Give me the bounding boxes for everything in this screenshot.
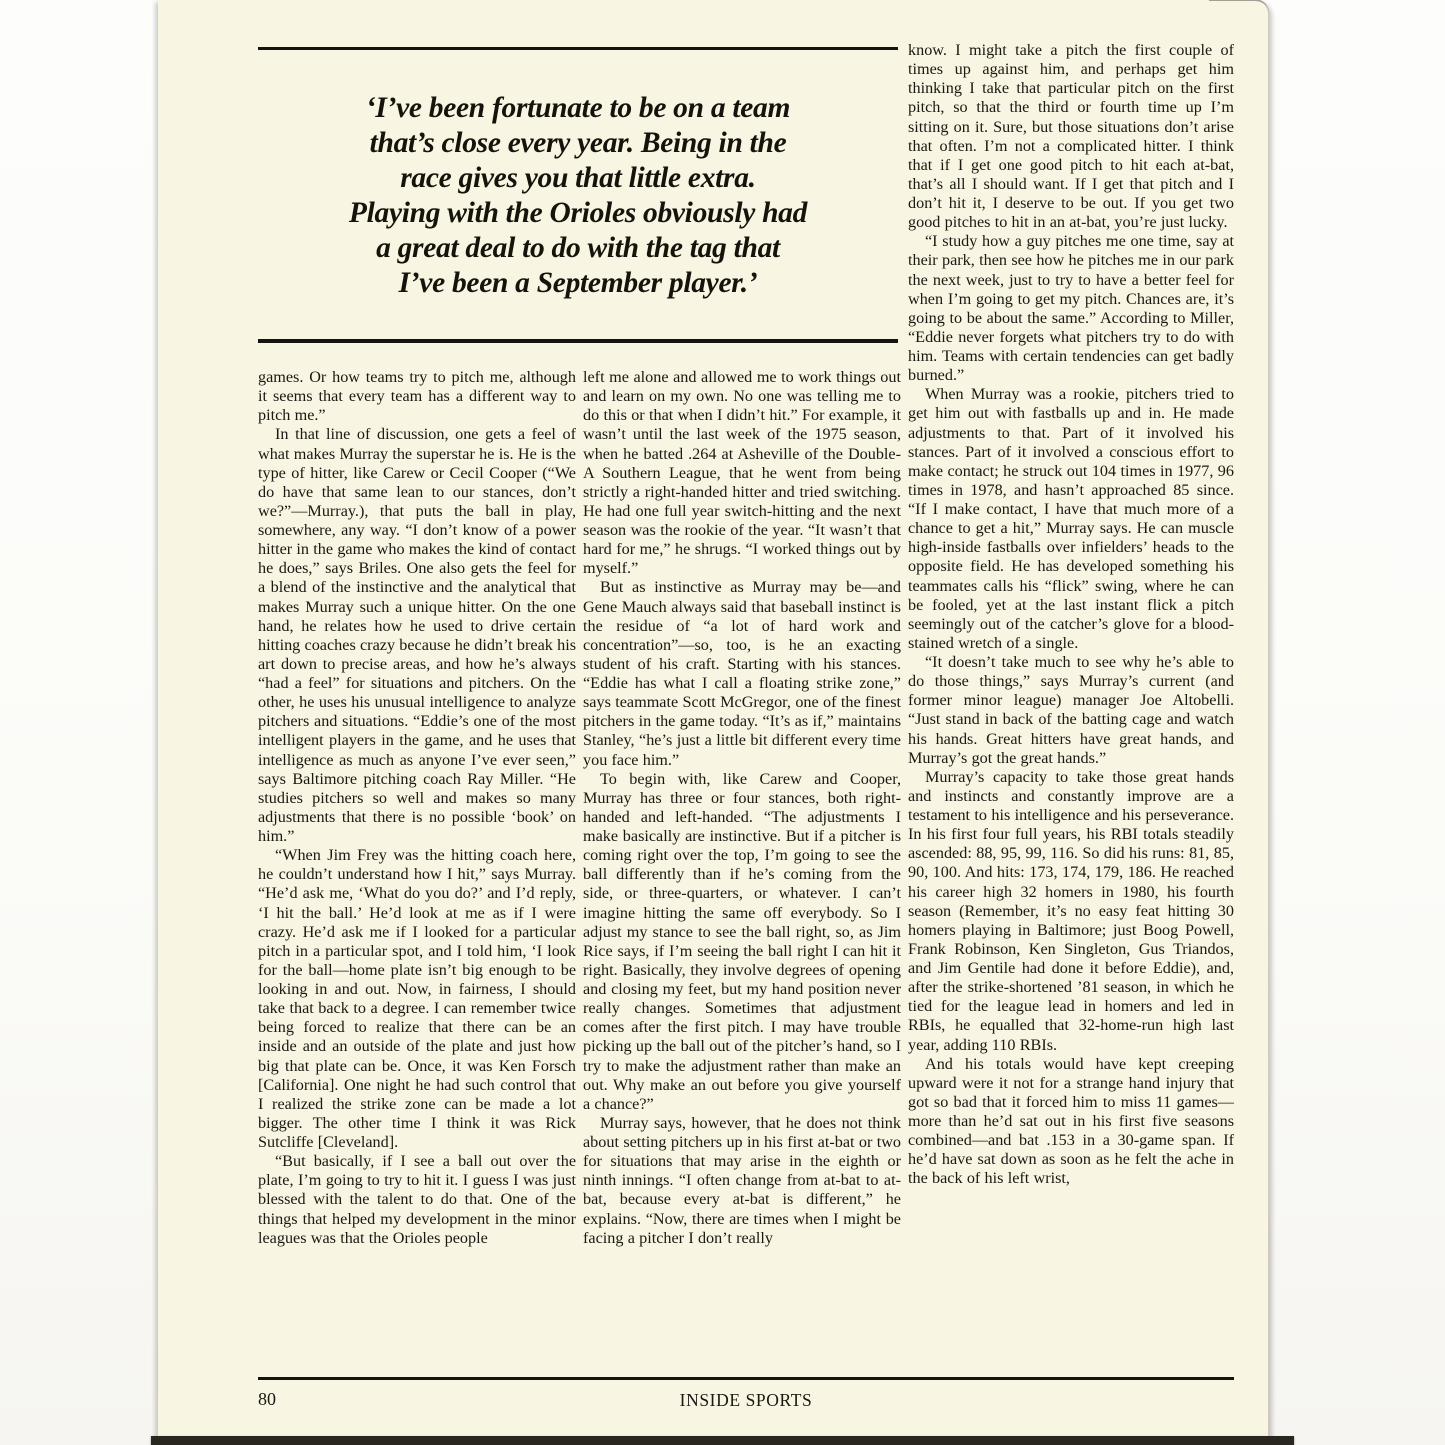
paragraph: left me alone and allowed me to work things out and learn on my own. No one was telling me to do this or that when I didn’t hit.” For example, it wasn’t until the last week of the 1975 season, when he batted .264 at Asheville of the Double-A Southern League, that he went from being strictly a right-handed hitter and tried switching. He had one full year switch-hitting and the next season was the rookie of the year. “It wasn’t that hard for me,” he shrugs. “I worked things out by myself.” bbox=[583, 368, 901, 578]
page-corner-shadow bbox=[1209, 0, 1269, 15]
paragraph: “But basically, if I see a ball out over the plate, I’m going to try to hit it. I guess I was just blessed with the talent to do that. One of the things that helped my development in the minor leagues was that the Orioles people bbox=[258, 1152, 576, 1247]
article-column-middle bbox=[583, 368, 901, 1364]
paragraph: But as instinctive as Murray may be—and Gene Mauch always said that baseball instinct is the residue of “a lot of hard work and concentration”—so, too, is he an exacting student of his craft. Starting with his stances. “Eddie has what I call a floating strike zone,” says teammate Scott McGregor, one of the finest pitchers in the game today. “It’s as if,” maintains Stanley, “he’s just a little bit different every time you face him.” bbox=[583, 578, 901, 769]
paragraph: “When Jim Frey was the hitting coach here, he couldn’t understand how I hit,” says Murray. “He’d ask me, ‘What do you do?’ and I’d reply, ‘I hit the ball.’ He’d look at me as if I were crazy. He’d ask me if I looked for a particular pitch in a particular spot, and I told him, ‘I look for the ball—home plate isn’t big enough to be looking in and out. Now, in fairness, I should take that back to a degree. I can remember twice being forced to realize that there can be an inside and an outside of the plate and just how big that plate can be. Once, it was Ken Forsch [California]. One night he had such control that I realized the strike zone can be made a lot bigger. The other time I think it was Rick Sutcliffe [Cleveland]. bbox=[258, 846, 576, 1151]
paragraph: And his totals would have kept creeping upward were it not for a strange hand injury that got so bad that it forced him to miss 11 games—more than he’d sat out in his first five seasons combined—and bat .153 in a 30-game span. If he’d have sat down as soon as he felt the ache in the back of his left wrist, bbox=[908, 1054, 1234, 1188]
pull-quote-line: a great deal to do with the tag that bbox=[376, 232, 780, 264]
pull-quote bbox=[258, 47, 898, 343]
paragraph: To begin with, like Carew and Cooper, Murray has three or four stances, both right-handed and left-handed. “The adjustments I make basically are instinctive. But if a pitcher is coming right over the top, I’m going to see the ball differently than if he’s coming from the side, or three-quarters, or whatever. I can’t imagine hitting the same off everybody. So I adjust my stance to see the ball right, so, as Jim Rice says, if I’m seeing the ball right I can hit it right. Basically, they involve degrees of opening and closing my feet, but my hand position never really changes. Sometimes that adjustment comes after the first pitch. I may have trouble picking up the ball out of the pitcher’s hand, so I try to make the adjustment rather than make an out. Why make an out before you give yourself a chance?” bbox=[583, 769, 901, 1113]
paragraph: In that line of discussion, one gets a feel of what makes Murray the superstar he is. He is the type of hitter, like Carew or Cecil Cooper (“We do have that same lean to our stances, don’t we?”—Murray.), that puts the ball in play, somewhere, any way. “I don’t know of a power hitter in the game who makes the kind of contact he does,” says Briles. One also gets the feel for a blend of the instinctive and the analytical that makes Murray such a unique hitter. On the one hand, he relates how he used to drive certain hitting coaches crazy because he didn’t break his art down to precise areas, and how he’s always “had a feel” for situations and pitchers. On the other, he uses his unusual intelligence to analyze pitchers and situations. “Eddie’s one of the most intelligent players in the game, and he uses that intelligence as much as anyone I’ve ever seen,” says Baltimore pitching coach Ray Miller. “He studies pitchers so well and makes so many adjustments that there is no possible ‘book’ on him.” bbox=[258, 425, 576, 845]
page-number: 80 bbox=[258, 1389, 276, 1409]
magazine-name: INSIDE SPORTS bbox=[679, 1390, 813, 1410]
article-column-right bbox=[908, 41, 1234, 1364]
pull-quote-line: Playing with the Orioles obviously had bbox=[348, 197, 808, 229]
magazine-page bbox=[158, 0, 1269, 1438]
paragraph: Murray’s capacity to take those great hands and instincts and constantly improve are a testament to his intelligence and his perseverance. In his first four full years, his RBI totals steadily ascended: 88, 95, 99, 116. So did his runs: 81, 85, 90, 100. And hits: 173, 174, 179, 186. He reached his career high 32 homers in 1980, his fourth season (Remember, it’s no easy feat hitting 30 homers playing in Baltimore; just Boog Powell, Frank Robinson, Ken Singleton, Gus Triandos, and Jim Gentile had done it before Eddie), and, after the strike-shortened ’81 season, in which he tied for the league lead in homers and led in RBIs, he equalled that 32-home-run high last year, adding 110 RBIs. bbox=[908, 767, 1234, 1054]
pull-quote-line: race gives you that little extra. bbox=[400, 162, 756, 194]
page-bottom-edge bbox=[151, 1436, 1294, 1445]
paragraph: “It doesn’t take much to see why he’s able to do those things,” says Murray’s current (and former minor league) manager Joe Altobelli. “Just stand in back of the batting cage and watch his hands. Great hitters have great hands, and Murray’s got the great hands.” bbox=[908, 653, 1234, 767]
article-column-left bbox=[258, 368, 576, 1364]
paragraph: When Murray was a rookie, pitchers tried to get him out with fastballs up and in. He made adjustments to that. Part of it involved his stances. Part of it involved a conscious effort to make contact; he struck out 104 times in 1977, 96 times in 1978, and hasn’t approached 85 since. “If I make contact, I have that much more of a chance to get a hit,” Murray says. He can muscle high-inside fastballs over infielders’ heads to the opposite field. He has developed something his teammates calls his “flick” swing, where he can be fooled, yet at the last instant flick a pitch seemingly out of the catcher’s glove for a blood-stained wretch of a single. bbox=[908, 385, 1234, 652]
paragraph: Murray says, however, that he does not think about setting pitchers up in his first at-bat or two for situations that may arise in the eighth or ninth innings. “I often change from at-bat to at-bat, because every at-bat is different,” he explains. “Now, there are times when I might be facing a pitcher I don’t really bbox=[583, 1113, 901, 1247]
paragraph: games. Or how teams try to pitch me, although it seems that every team has a different way to pitch me.” bbox=[258, 368, 576, 425]
pull-quote-line: that’s close every year. Being in the bbox=[369, 127, 787, 159]
pull-quote-line: ‘I’ve been fortunate to be on a team bbox=[365, 92, 791, 124]
pull-quote-line: I’ve been a September player.’ bbox=[398, 267, 758, 299]
paragraph: “I study how a guy pitches me one time, say at their park, then see how he pitches me in our park the next week, just to try to have a better feel for when I’m going to get my pitch. Chances are, it’s going to be about the same.” According to Miller, “Eddie never forgets what pitchers try to do with him. Teams with certain tendencies can get badly burned.” bbox=[908, 232, 1234, 385]
paragraph: know. I might take a pitch the first couple of times up against him, and perhaps get him thinking I take that particular pitch on the first pitch, so that the third or fourth time up I’m sitting on it. Sure, but those situations don’t arise that often. I’m not a complicated hitter. I think that if I get one good pitch to hit each at-bat, that’s all I should want. If I get that pitch and I don’t hit it, I deserve to be out. If you get two good pitches to hit in an at-bat, you’re just lucky. bbox=[908, 41, 1234, 232]
footer-rule bbox=[258, 1377, 1234, 1380]
